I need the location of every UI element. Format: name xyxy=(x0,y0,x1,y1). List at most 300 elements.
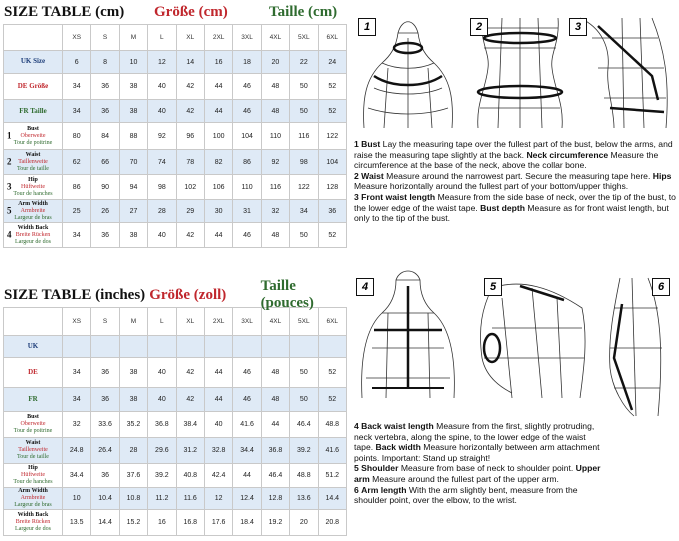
size-header-cell: 5XL xyxy=(290,25,318,51)
table-cell: 32 xyxy=(63,412,91,438)
table-cell: 34 xyxy=(63,388,91,412)
table-cell: 8 xyxy=(91,51,119,74)
row-label-en: Bust xyxy=(27,125,39,132)
size-header-cell: L xyxy=(148,308,176,336)
table-cell: 98 xyxy=(148,175,176,200)
table-cell: 52 xyxy=(318,74,346,100)
table-cell: 42 xyxy=(176,223,204,248)
table-cell: 46 xyxy=(233,223,261,248)
row-label-fr: Largeur de bras xyxy=(14,502,52,508)
table-cell: 15.2 xyxy=(119,510,147,536)
table-cell: 40 xyxy=(148,388,176,412)
table-row xyxy=(4,74,347,100)
row-label-en: Width Back xyxy=(17,512,49,518)
table-cell: 52 xyxy=(318,388,346,412)
instruction-5-num: 5 xyxy=(354,463,359,474)
row-figure-number: 5 xyxy=(7,205,12,216)
row-label-en: Waist xyxy=(25,151,41,158)
table-cell: 122 xyxy=(290,175,318,200)
cm-table xyxy=(3,24,347,248)
table-cell xyxy=(318,336,346,358)
table-cell: 96 xyxy=(176,123,204,150)
table-row xyxy=(4,51,347,74)
table-cell: 86 xyxy=(233,150,261,175)
row-label xyxy=(4,200,63,223)
instruction-4 xyxy=(354,421,604,463)
table-cell: 48 xyxy=(261,223,289,248)
table-cell: 48 xyxy=(261,388,289,412)
row-label xyxy=(4,223,63,248)
row-label xyxy=(4,51,63,74)
table-row xyxy=(4,464,347,488)
table-cell: 38 xyxy=(119,100,147,123)
table-cell: 128 xyxy=(318,175,346,200)
table-cell: 50 xyxy=(290,388,318,412)
instruction-3-head2: Bust depth xyxy=(480,202,525,213)
size-header-cell: XL xyxy=(176,25,204,51)
table-cell: 48 xyxy=(261,358,289,388)
row-label-text: UK xyxy=(27,341,39,350)
table-cell: 36 xyxy=(91,358,119,388)
table-cell: 42.4 xyxy=(204,464,232,488)
instruction-5-head2: Upper arm xyxy=(354,463,601,484)
instruction-5-head: Shoulder xyxy=(361,463,399,474)
table-cell: 82 xyxy=(204,150,232,175)
size-header-cell: S xyxy=(91,308,119,336)
table-cell: 50 xyxy=(290,100,318,123)
row-label-en: Hip xyxy=(28,465,38,471)
table-cell xyxy=(91,336,119,358)
table-row xyxy=(4,223,347,248)
table-cell: 66 xyxy=(91,150,119,175)
table-cell: 34 xyxy=(63,74,91,100)
table-cell: 38 xyxy=(119,74,147,100)
instruction-3-text: Measure from the side base of neck, over the tip of the bust, to the lower edge of the waist tape. xyxy=(354,191,676,213)
row-label-text: DE xyxy=(28,368,38,376)
size-header-cell: 6XL xyxy=(318,25,346,51)
inch-title-row xyxy=(0,278,350,311)
row-label xyxy=(4,488,63,510)
table-cell: 42 xyxy=(176,358,204,388)
table-cell: 104 xyxy=(318,150,346,175)
instruction-3-num: 3 xyxy=(354,191,359,202)
row-label-text: FR xyxy=(28,395,38,403)
size-header-cell: 5XL xyxy=(290,308,318,336)
row-label-fr: Tour de taille xyxy=(17,165,49,172)
table-cell: 26.4 xyxy=(91,438,119,464)
figure-3-front-waist-illustration xyxy=(580,18,667,128)
row-label-text: DE Größe xyxy=(17,82,49,90)
instruction-2-text2: Measure horizontally around the fullest part of your bottom/upper thighs. xyxy=(354,181,629,192)
table-cell: 30 xyxy=(204,200,232,223)
row-figure-number: 4 xyxy=(7,229,12,240)
table-cell: 18.4 xyxy=(233,510,261,536)
figure-badge-1: 1 xyxy=(358,18,376,36)
table-cell: 26 xyxy=(91,200,119,223)
row-label xyxy=(4,74,63,100)
table-cell: 40 xyxy=(148,74,176,100)
table-cell: 39.2 xyxy=(148,464,176,488)
table-cell: 86 xyxy=(63,175,91,200)
table-cell: 28 xyxy=(119,438,147,464)
table-row xyxy=(4,123,347,150)
table-cell xyxy=(290,336,318,358)
table-cell: 12.4 xyxy=(233,488,261,510)
instruction-1 xyxy=(354,139,676,171)
inch-table xyxy=(3,307,347,536)
table-cell: 11.2 xyxy=(148,488,176,510)
figure-6-arm-illustration xyxy=(610,278,662,416)
size-header-cell: 6XL xyxy=(318,308,346,336)
table-cell: 46.4 xyxy=(261,464,289,488)
table-cell: 36 xyxy=(91,100,119,123)
row-label-en: Waist xyxy=(25,440,41,446)
table-cell xyxy=(148,336,176,358)
table-cell: 10.4 xyxy=(91,488,119,510)
instruction-1-num: 1 xyxy=(354,139,359,149)
table-row xyxy=(4,336,347,358)
figure-badge-2: 2 xyxy=(470,18,488,36)
table-cell: 25 xyxy=(63,200,91,223)
figure-1-bust-illustration xyxy=(364,22,453,128)
table-cell: 12 xyxy=(148,51,176,74)
table-cell: 20.8 xyxy=(318,510,346,536)
table-cell: 11.6 xyxy=(176,488,204,510)
table-cell: 31 xyxy=(233,200,261,223)
table-cell: 44 xyxy=(204,358,232,388)
table-cell: 50 xyxy=(290,358,318,388)
row-figure-number: 1 xyxy=(7,130,12,141)
table-cell: 24 xyxy=(318,51,346,74)
size-header-cell: 4XL xyxy=(261,308,289,336)
size-header-cell: S xyxy=(91,25,119,51)
table-cell: 34.4 xyxy=(233,438,261,464)
table-cell: 94 xyxy=(119,175,147,200)
row-label-en: Width Back xyxy=(17,224,49,231)
row-label-de: Hüftweite xyxy=(21,472,45,478)
row-figure-number: 3 xyxy=(7,181,12,192)
instruction-4-text2: Measure horizontally between arm attachment points. Important: Stand up straight! xyxy=(354,442,600,463)
row-label-de: Armbreite xyxy=(20,207,46,214)
table-cell: 40 xyxy=(148,100,176,123)
row-label-fr: Largeur de dos xyxy=(15,526,51,532)
table-cell: 38.4 xyxy=(176,412,204,438)
table-cell: 40 xyxy=(148,223,176,248)
instructions-top xyxy=(354,139,676,224)
table-cell: 41.6 xyxy=(233,412,261,438)
size-header-cell: 2XL xyxy=(204,308,232,336)
row-label-text: FR Taille xyxy=(19,106,47,115)
table-cell: 116 xyxy=(290,123,318,150)
table-cell: 100 xyxy=(204,123,232,150)
table-row xyxy=(4,358,347,388)
table-cell: 12.8 xyxy=(261,488,289,510)
table-row xyxy=(4,510,347,536)
figure-2-waist-illustration xyxy=(478,18,563,128)
size-header-row xyxy=(4,25,347,51)
table-cell: 102 xyxy=(176,175,204,200)
table-cell: 46 xyxy=(233,100,261,123)
row-label-de: Oberweite xyxy=(20,132,46,139)
table-cell: 13.6 xyxy=(290,488,318,510)
table-row xyxy=(4,200,347,223)
table-cell: 38 xyxy=(119,223,147,248)
table-cell: 10 xyxy=(63,488,91,510)
cm-title: SIZE TABLE (cm) xyxy=(4,3,125,20)
table-cell: 39.2 xyxy=(290,438,318,464)
table-cell: 36 xyxy=(318,200,346,223)
table-cell: 52 xyxy=(318,358,346,388)
table-cell: 50 xyxy=(290,223,318,248)
table-cell: 34 xyxy=(63,358,91,388)
table-cell: 40 xyxy=(204,412,232,438)
figure-badge-5: 5 xyxy=(484,278,502,296)
row-label xyxy=(4,123,63,150)
row-label-fr: Tour de hanches xyxy=(13,190,53,197)
table-cell: 38 xyxy=(119,388,147,412)
cm-title-fr: Taille (cm) xyxy=(269,3,338,20)
table-cell: 104 xyxy=(233,123,261,150)
figure-badge-4: 4 xyxy=(356,278,374,296)
table-cell: 41.6 xyxy=(318,438,346,464)
figure-badge-3: 3 xyxy=(569,18,587,36)
table-cell: 44 xyxy=(204,74,232,100)
size-header-cell: L xyxy=(148,25,176,51)
instruction-2-head: Waist xyxy=(361,170,384,181)
row-figure-number: 2 xyxy=(7,156,12,167)
table-cell: 14 xyxy=(176,51,204,74)
table-cell: 92 xyxy=(261,150,289,175)
table-cell: 88 xyxy=(119,123,147,150)
size-header-cell: 3XL xyxy=(233,25,261,51)
table-cell: 20 xyxy=(290,510,318,536)
table-cell: 38 xyxy=(119,358,147,388)
table-row xyxy=(4,100,347,123)
instruction-6-num: 6 xyxy=(354,484,359,495)
table-cell: 46 xyxy=(233,388,261,412)
instruction-2-num: 2 xyxy=(354,170,359,181)
table-cell: 6 xyxy=(63,51,91,74)
table-cell: 36 xyxy=(91,388,119,412)
table-cell: 106 xyxy=(204,175,232,200)
row-label xyxy=(4,510,63,536)
table-cell: 48.8 xyxy=(318,412,346,438)
row-label xyxy=(4,150,63,175)
size-table-inches xyxy=(0,278,350,541)
figures-top xyxy=(352,8,677,134)
table-row xyxy=(4,150,347,175)
table-cell: 48.8 xyxy=(290,464,318,488)
table-cell: 52 xyxy=(318,223,346,248)
row-label-de: Oberweite xyxy=(20,421,46,427)
inch-title: SIZE TABLE (inches) xyxy=(4,286,146,303)
table-cell: 122 xyxy=(318,123,346,150)
row-label-en: Hip xyxy=(28,176,38,183)
instruction-4-head: Back waist length xyxy=(361,421,434,431)
size-header-cell: M xyxy=(119,308,147,336)
table-row xyxy=(4,175,347,200)
table-row xyxy=(4,438,347,464)
size-header-cell: XS xyxy=(63,308,91,336)
row-label-fr: Tour de hanches xyxy=(13,479,53,485)
table-cell: 19.2 xyxy=(261,510,289,536)
row-label-en: Bust xyxy=(27,414,39,420)
table-row xyxy=(4,388,347,412)
row-label-de: Taillenweite xyxy=(18,447,48,453)
row-label-de: Hüftweite xyxy=(21,183,45,190)
table-cell: 74 xyxy=(148,150,176,175)
size-header-cell: 2XL xyxy=(204,25,232,51)
table-cell: 40.8 xyxy=(176,464,204,488)
instruction-4-text: Measure from the first, slightly protruding, neck vertebra, along the spine, to the lower edge of the waist tape. xyxy=(354,421,595,453)
row-label-text: UK Size xyxy=(20,57,46,65)
instruction-1-head: Bust xyxy=(361,139,381,149)
table-cell: 17.6 xyxy=(204,510,232,536)
size-table-cm xyxy=(0,0,350,262)
table-cell: 116 xyxy=(261,175,289,200)
table-cell: 12 xyxy=(204,488,232,510)
table-cell: 50 xyxy=(290,74,318,100)
instruction-6-text: With the arm slightly bent, measure from the shoulder point, over the elbow, to the wrist. xyxy=(354,484,578,506)
row-label-de: Breite Rücken xyxy=(15,519,51,525)
instruction-5-text: Measure from base of neck to shoulder point. xyxy=(400,463,574,474)
instruction-2-head2: Hips xyxy=(652,170,672,181)
figure-badge-6: 6 xyxy=(652,278,670,296)
table-cell: 18 xyxy=(233,51,261,74)
row-label-de: Armbreite xyxy=(20,495,46,501)
row-label-fr: Largeur de bras xyxy=(14,214,52,221)
table-cell: 90 xyxy=(91,175,119,200)
table-cell: 16 xyxy=(204,51,232,74)
table-cell: 16.8 xyxy=(176,510,204,536)
figure-4-back-illustration xyxy=(362,271,455,398)
instructions-bottom xyxy=(354,421,604,506)
row-label-de: Taillenweite xyxy=(18,158,48,165)
instruction-1-text2: Measure the circumference at the base of the neck, above the collar bone. xyxy=(354,149,659,171)
table-cell: 36.8 xyxy=(148,412,176,438)
table-cell: 34 xyxy=(63,100,91,123)
row-label xyxy=(4,358,63,388)
table-cell: 20 xyxy=(261,51,289,74)
table-cell: 46 xyxy=(233,74,261,100)
table-cell: 36 xyxy=(91,223,119,248)
row-label-fr: Tour de poitrine xyxy=(13,139,53,146)
row-label-en: Arm Width xyxy=(18,488,48,494)
instruction-6 xyxy=(354,485,604,506)
row-label-de: Breite Rücken xyxy=(15,231,51,238)
row-label xyxy=(4,412,63,438)
table-cell: 70 xyxy=(119,150,147,175)
table-row xyxy=(4,412,347,438)
cm-title-de: Größe (cm) xyxy=(154,3,228,20)
table-cell: 14.4 xyxy=(91,510,119,536)
table-cell: 34.4 xyxy=(63,464,91,488)
table-cell: 22 xyxy=(290,51,318,74)
table-cell: 44 xyxy=(233,464,261,488)
table-row xyxy=(4,488,347,510)
table-cell: 44 xyxy=(204,388,232,412)
table-cell: 40 xyxy=(148,358,176,388)
size-header-cell: XS xyxy=(63,25,91,51)
instruction-2 xyxy=(354,171,676,192)
table-cell xyxy=(176,336,204,358)
table-cell xyxy=(119,336,147,358)
row-label xyxy=(4,336,63,358)
table-cell xyxy=(233,336,261,358)
table-cell: 34 xyxy=(290,200,318,223)
table-cell: 98 xyxy=(290,150,318,175)
inch-title-de: Größe (zoll) xyxy=(149,286,227,303)
cm-title-row xyxy=(0,0,350,24)
table-cell: 27 xyxy=(119,200,147,223)
table-cell xyxy=(261,336,289,358)
instruction-1-text: Lay the measuring tape over the fullest part of the bust, below the arms, and raise the measuring tape slightly at the back. xyxy=(354,139,673,160)
instruction-5 xyxy=(354,463,604,484)
table-cell: 42 xyxy=(176,74,204,100)
table-cell: 10.8 xyxy=(119,488,147,510)
table-cell: 48 xyxy=(261,74,289,100)
table-cell: 92 xyxy=(148,123,176,150)
instruction-5-text2: Measure around the fullest part of the upper arm. xyxy=(372,473,559,484)
table-cell: 84 xyxy=(91,123,119,150)
table-cell: 48 xyxy=(261,100,289,123)
table-cell: 32.8 xyxy=(204,438,232,464)
instruction-3-text2: Measure as for front waist length, but only to the tip of the bust. xyxy=(354,202,669,224)
figure-5-shoulder-illustration xyxy=(480,284,585,398)
table-cell: 36 xyxy=(91,464,119,488)
inch-title-fr: Taille (pouces) xyxy=(260,278,314,311)
table-cell: 62 xyxy=(63,150,91,175)
row-label xyxy=(4,175,63,200)
size-header-cell: XL xyxy=(176,308,204,336)
table-cell: 29.6 xyxy=(148,438,176,464)
table-cell: 37.6 xyxy=(119,464,147,488)
table-cell: 32 xyxy=(261,200,289,223)
table-cell: 46 xyxy=(233,358,261,388)
header-corner xyxy=(4,25,63,51)
table-cell: 52 xyxy=(318,100,346,123)
table-cell: 80 xyxy=(63,123,91,150)
table-cell xyxy=(63,336,91,358)
size-header-cell: M xyxy=(119,25,147,51)
table-cell: 10 xyxy=(119,51,147,74)
row-label xyxy=(4,464,63,488)
instruction-4-num: 4 xyxy=(354,421,359,431)
row-label-fr: Largeur de dos xyxy=(15,238,51,245)
row-label-fr: Tour de poitrine xyxy=(13,428,53,434)
size-header-cell: 4XL xyxy=(261,25,289,51)
table-cell: 31.2 xyxy=(176,438,204,464)
table-cell: 24.8 xyxy=(63,438,91,464)
table-cell: 44 xyxy=(261,412,289,438)
table-cell: 33.6 xyxy=(91,412,119,438)
table-cell: 34 xyxy=(63,223,91,248)
table-cell: 13.5 xyxy=(63,510,91,536)
row-label xyxy=(4,388,63,412)
header-corner xyxy=(4,308,63,336)
table-cell: 29 xyxy=(176,200,204,223)
table-cell: 51.2 xyxy=(318,464,346,488)
measurement-guide xyxy=(352,0,679,541)
instruction-3 xyxy=(354,192,676,224)
table-cell: 46.4 xyxy=(290,412,318,438)
table-cell: 14.4 xyxy=(318,488,346,510)
instruction-2-text: Measure around the narrowest part. Secure the measuring tape here. xyxy=(386,170,651,181)
table-cell: 28 xyxy=(148,200,176,223)
table-cell: 110 xyxy=(233,175,261,200)
table-cell: 44 xyxy=(204,100,232,123)
instruction-1-head2: Neck circumference xyxy=(526,149,609,160)
